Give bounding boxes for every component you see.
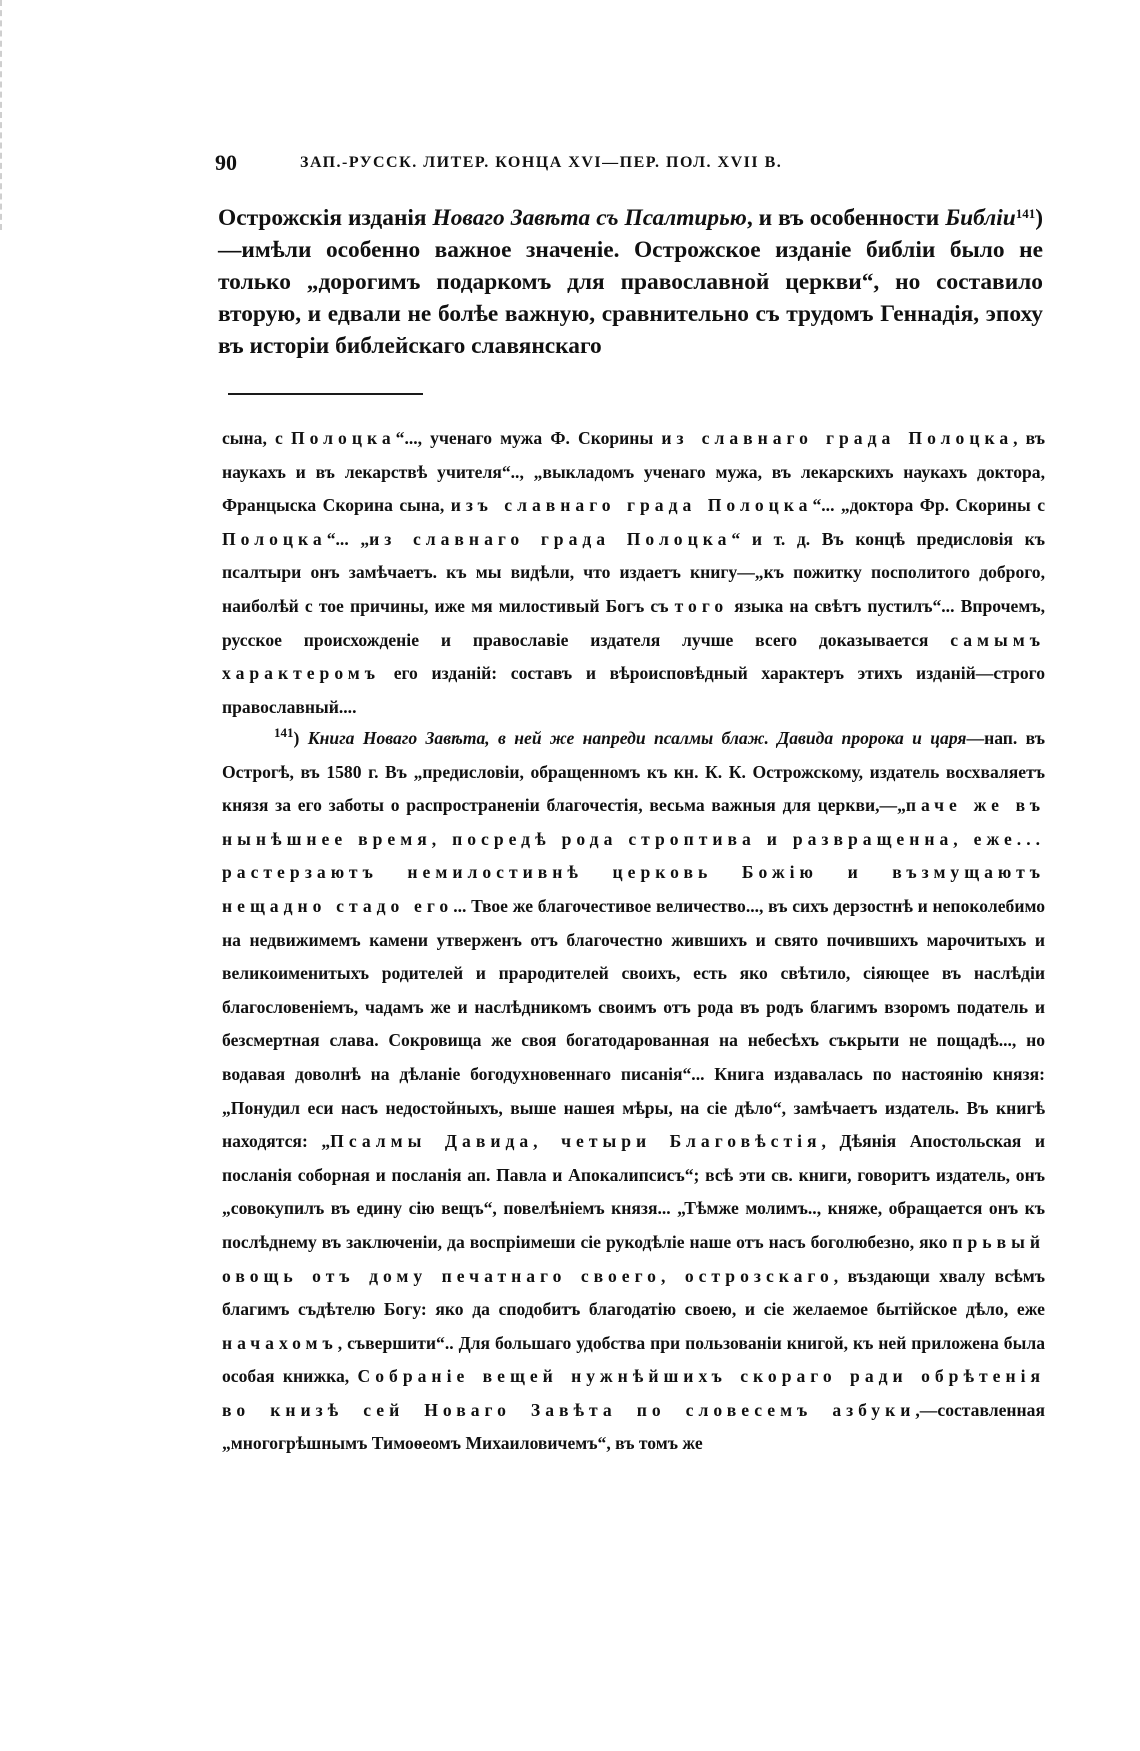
footnote-text-segment: “ и т. д. Въ концѣ предисловія къ псалтыри онъ замѣчаетъ. къ мы видѣли, что издаетъ книгу—„къ пожитку посполитого доброго, наиболѣй с тое причины, иже мя милостивый Богъ съ	[222, 528, 1046, 616]
footnote-reference: 141	[1015, 206, 1036, 221]
footnote-text-segment: , Дѣянія Апостольская и посланія соборная и посланія ап. Павла и Апокалипсисъ“; всѣ эти св. книги, говоритъ издатель, онъ „совокупилъ въ едину сію вещъ“, повелѣніемъ князя... „Тѣмже молимъ.., княже, обращается онъ къ послѣднему въ заключеніи, да воспріимеши сіе рукодѣліе наше отъ насъ боголюбезно, яко	[222, 1131, 1045, 1252]
footnote-text-segment: , въ наукахъ и въ лекарствѣ учителя“.., „выкладомъ ученаго мужа, въ лекарскихъ наукахъ доктора, Францыска Скорина сына,	[222, 428, 1045, 516]
running-head	[215, 150, 1035, 180]
footnote-141	[222, 722, 1045, 1461]
page-number: 90	[215, 150, 237, 175]
footnote-text-segment: )	[293, 728, 308, 748]
footnote-text-segment: , съвершити“.. Для большаго удобства при пользованіи книгой, къ ней приложена была особая книжка,	[222, 1332, 1045, 1387]
main-text-segment: )—имѣли особенно важное значеніе. Острожское изданіе библіи было не только „дорогимъ подаркомъ для православной церкви“, но составило вторую, и едвали не болѣе важную, сравнительно съ трудомъ Геннадія, эпоху въ исторіи библейскаго славянскаго	[218, 205, 1043, 359]
running-title: ЗАП.-РУССК. ЛИТЕР. КОНЦА XVI—ПЕР. ПОЛ. XVII В.	[300, 154, 783, 171]
main-text-segment: Острожскія изданія	[218, 205, 433, 231]
footnote-text-segment: “... „доктора Фр. Скорины с	[812, 495, 1045, 516]
spaced-text: из славнаго града Полоцка	[369, 528, 732, 549]
spaced-text: изъ славнаго града Полоцка	[450, 495, 813, 516]
footnote-text-segment: сына, с	[222, 428, 291, 448]
book-title-new-testament: Новаго Завѣта съ Псалтирью	[432, 205, 747, 231]
main-paragraph	[218, 202, 1043, 362]
spaced-text: Полоцка	[290, 428, 396, 448]
footnote-continued	[222, 422, 1045, 724]
footnote-text-segment: , въздающи хвалу всѣмъ благимъ съдѣтелю Богу: яко да сподобитъ благодатію своею, и сіе желаемое бытійское дѣло, еже	[222, 1265, 1045, 1320]
footnote-text-segment: —нап. въ Острогѣ, въ 1580 г. Въ „предисловіи, обращенномъ къ кн. К. К. Острожскому, издатель восхваляетъ князя за его заботы о распространеніи благочестія, весьма важныя для церкви,—„	[222, 728, 1045, 816]
spaced-text: начахомъ	[222, 1332, 338, 1353]
spaced-text: из славнаго града Полоцка	[661, 428, 1014, 448]
spaced-text: Собраніе вещей нужнѣйшихъ скораго ради обрѣтенія во книзѣ сей Новаго Завѣта по словесемъ азбуки	[222, 1366, 1045, 1420]
spaced-text: паче же въ нынѣшнее время, посредѣ рода строптива и развращенна, еже... растерзаютъ немилостивнѣ церковь Божію и възмущаютъ нещадно стадо его	[222, 795, 1045, 916]
footnote-text-segment: языка на свѣтъ пустилъ“... Впрочемъ, русское происхожденіе и православіе издателя лучше всего доказывается	[222, 595, 1045, 650]
scan-edge-mark	[0, 0, 5, 230]
footnote-text-segment: его изданій: составъ и вѣроисповѣдный характеръ этихъ изданій—строго православный....	[222, 663, 1045, 717]
footnote-text-segment: “... „	[326, 528, 370, 549]
spaced-text: самымъ характеромъ	[222, 629, 1045, 684]
footnote-text-segment: ,—составленная „многогрѣшнымъ Тимоѳеомъ Михаиловичемъ“, въ томъ же	[222, 1399, 1045, 1454]
book-title-italic: Книга Новаго Завѣта, в ней же напреди псалмы блаж. Давида пророка и царя	[307, 728, 967, 748]
footnote-text-segment: ... Твое же благочестивое величество..., въ сихъ дерзостнѣ и непоколебимо на недвижимемъ камени утверженъ отъ благочестно жившихъ и свято почившихъ марочитыхъ и великоименитыхъ родителей и прародителей своихъ, есть яко свѣтило, сіяющее въ наслѣдіи благословеніемъ, чадамъ же и наслѣдникомъ своимъ отъ рода въ родъ благимъ взоромъ податель и безсмертная слава. Сокровища же своя богатодарованная на небесѣхъ съкрыти не пощадѣ..., но водавая доволнѣ на дѣланіе богодухновеннаго писанія“... Книга издавалась по настоянію князя: „Понудил еси насъ недостойныхъ, выше нашея мѣры, на сіе дѣло“, замѣчаетъ издатель. Въ книгѣ находятся: „	[222, 895, 1046, 1152]
spaced-text: Полоцка	[222, 528, 327, 549]
footnote-text-segment: “..., ученаго мужа Ф. Скорины	[395, 428, 662, 448]
spaced-text: прьвый овощь отъ дому печатнаго своего, острозскаго	[222, 1231, 1045, 1286]
spaced-text: того	[674, 595, 729, 616]
footnote-separator-rule	[228, 393, 423, 395]
spaced-text: Псалмы Давида, четыри Благовѣстія	[330, 1131, 822, 1152]
main-text-segment: , и въ особенности	[746, 205, 946, 231]
book-title-bible: Библіи	[945, 205, 1016, 231]
footnote-number: 141	[274, 725, 294, 740]
